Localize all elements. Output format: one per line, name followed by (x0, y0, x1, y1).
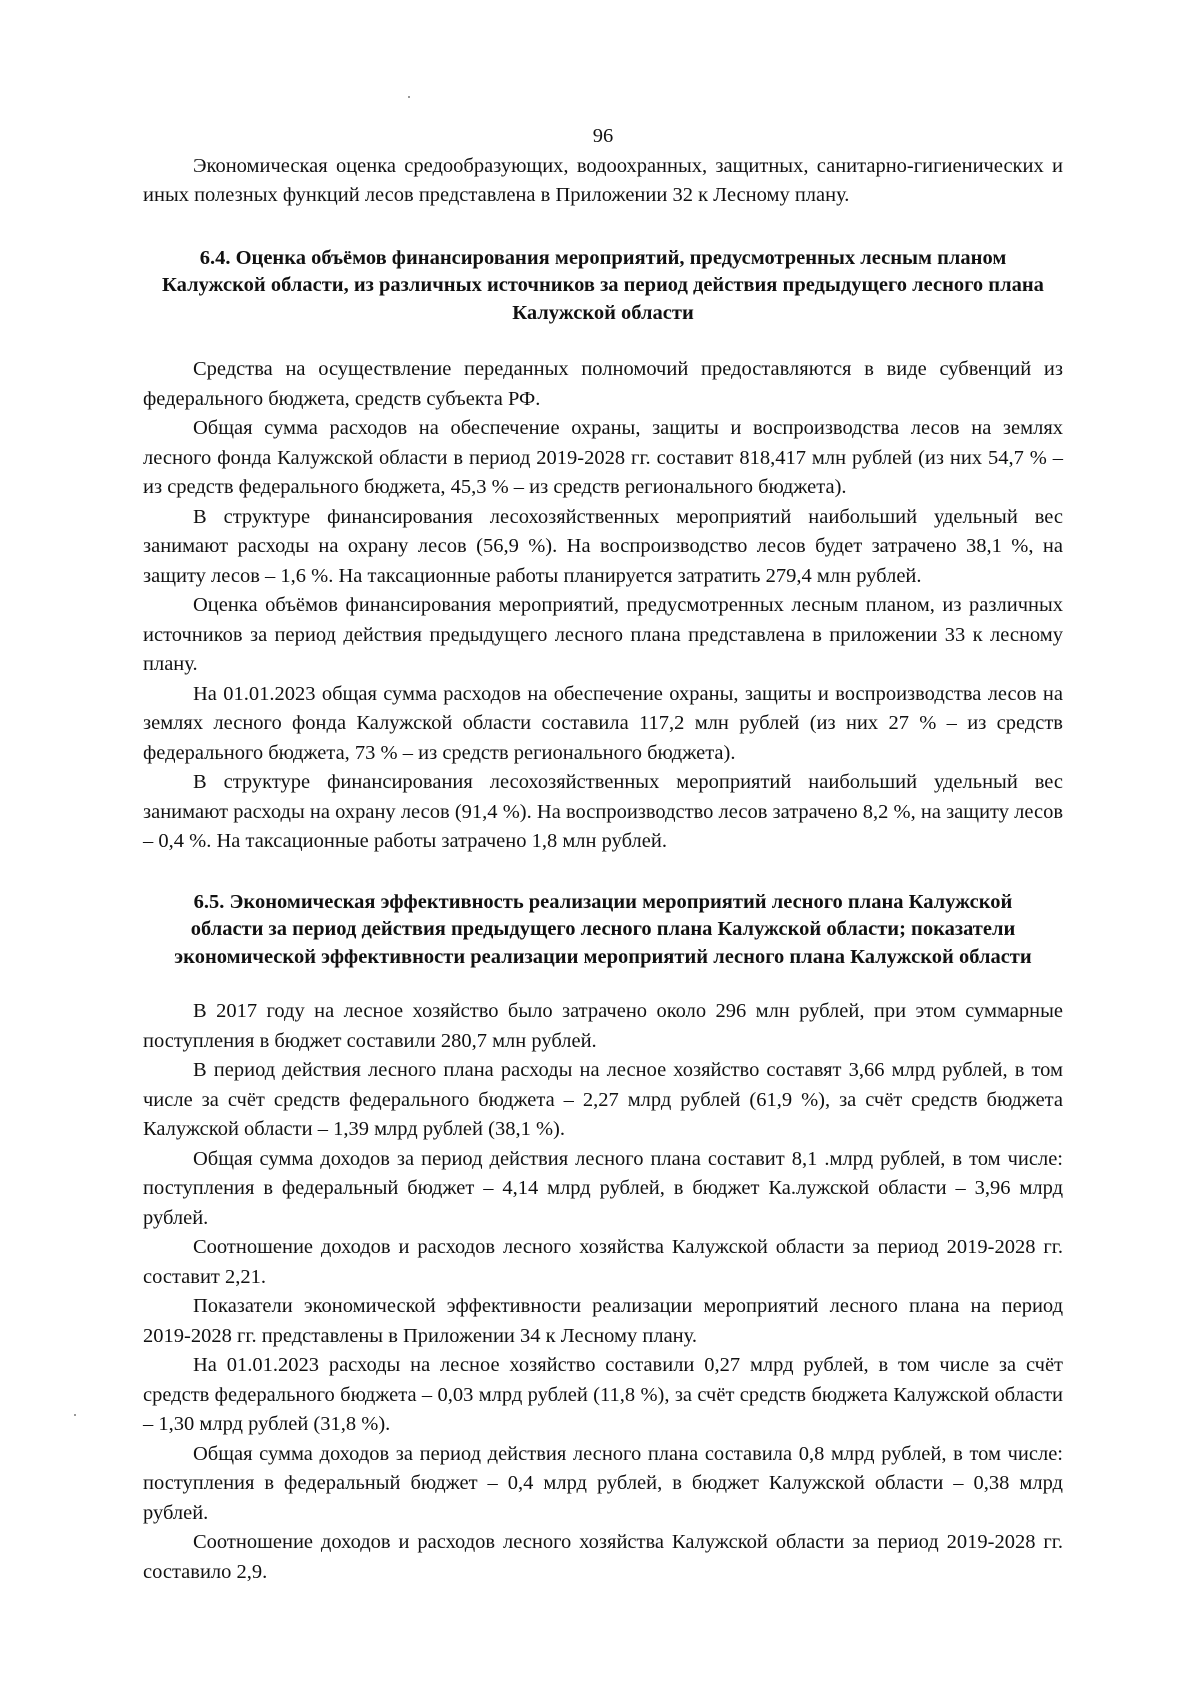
page-number: 96 (592, 125, 614, 147)
section-6-4-paragraph: На 01.01.2023 общая сумма расходов на обеспечение охраны, защиты и воспроизводства лесов на землях лесного фонда Калужской области составила 117,2 млн рублей (из них 27 % – из средств федерального бюджета, 73 % – из средств регионального бюджета). (143, 682, 1063, 764)
section-6-4-paragraph: Общая сумма расходов на обеспечение охраны, защиты и воспроизводства лесов на землях лесного фонда Калужской области в период 2019-2028 гг. составит 818,417 млн рублей (из них 54,7 % – из средств федерального бюджета, 45,3 % – из средств регионального бюджета). (143, 417, 1063, 498)
section-6-4-paragraph: Оценка объёмов финансирования мероприятий, предусмотренных лесным планом, из различных источников за период действия предыдущего лесного плана представлена в приложении 33 к лесному плану. (143, 594, 1063, 675)
scan-speck (408, 96, 410, 98)
section-6-5-paragraph: Соотношение доходов и расходов лесного хозяйства Калужской области за период 2019-2028 гг. составило 2,9. (143, 1531, 1063, 1583)
scan-speck (74, 1414, 76, 1416)
section-6-4-paragraph: В структуре финансирования лесохозяйственных мероприятий наибольший удельный вес занимают расходы на охрану лесов (56,9 %). На воспроизводство лесов будет затрачено 38,1 %, на защиту лесов – 1,6 %. На таксационные работы планируется затратить 279,4 млн рублей. (143, 505, 1063, 587)
section-6-5-paragraph: В 2017 году на лесное хозяйство было затрачено около 296 млн рублей, при этом суммарные поступления в бюджет составили 280,7 млн рублей. (143, 1000, 1063, 1052)
document-page (143, 122, 1063, 1587)
section-6-4-paragraph: Средства на осуществление переданных полномочий предоставляются в виде субвенций из федерального бюджета, средств субъекта РФ. (143, 358, 1063, 410)
section-6-5-paragraph: На 01.01.2023 расходы на лесное хозяйство составили 0,27 млрд рублей, в том числе за счёт средств федерального бюджета – 0,03 млрд рублей (11,8 %), за счёт средств бюджета Калужской области – 1,30 млрд рублей (31,8 %). (143, 1354, 1063, 1435)
section-6-5-paragraph: Соотношение доходов и расходов лесного хозяйства Калужской области за период 2019-2028 гг. составит 2,21. (143, 1236, 1063, 1288)
section-6-5-paragraph: Общая сумма доходов за период действия лесного плана составит 8,1 .млрд рублей, в том числе: поступления в федеральный бюджет – 4,14 млрд рублей, в бюджет Ка.лужской области – 3,96 млрд рублей. (143, 1147, 1063, 1229)
intro-paragraph: Экономическая оценка средообразующих, водоохранных, защитных, санитарно-гигиенических и иных полезных функций лесов представлена в Приложении 32 к Лесному плану. (143, 154, 1063, 206)
section-6-5-paragraph: В период действия лесного плана расходы на лесное хозяйство составят 3,66 млрд рублей, в том числе за счёт средств федерального бюджета – 2,27 млрд рублей (61,9 %), за счёт средств бюджета Калужской области – 1,39 млрд рублей (38,1 %). (143, 1059, 1063, 1140)
section-6-5-paragraph: Общая сумма доходов за период действия лесного плана составила 0,8 млрд рублей, в том числе: поступления в федеральный бюджет – 0,4 млрд рублей, в бюджет Калужской области – 0,38 млрд рублей. (143, 1442, 1063, 1524)
section-6-5-heading: 6.5. Экономическая эффективность реализации мероприятий лесного плана Калужской области за период действия предыдущего лесного плана Калужской области; показатели экономической эффективности реализации мероприятий лесного плана Калужской области (174, 890, 1032, 968)
section-6-4-paragraph: В структуре финансирования лесохозяйственных мероприятий наибольший удельный вес занимают расходы на охрану лесов (91,4 %). На воспроизводство лесов затрачено 8,2 %, на защиту лесов – 0,4 %. На таксационные работы затрачено 1,8 млн рублей. (143, 771, 1063, 852)
section-6-4-heading: 6.4. Оценка объёмов финансирования мероприятий, предусмотренных лесным планом Калужской области, из различных источников за период действия предыдущего лесного плана Калужской области (162, 246, 1044, 324)
section-6-5-paragraph: Показатели экономической эффективности реализации мероприятий лесного плана на период 2019-2028 гг. представлены в Приложении 34 к Лесному плану. (143, 1295, 1063, 1347)
